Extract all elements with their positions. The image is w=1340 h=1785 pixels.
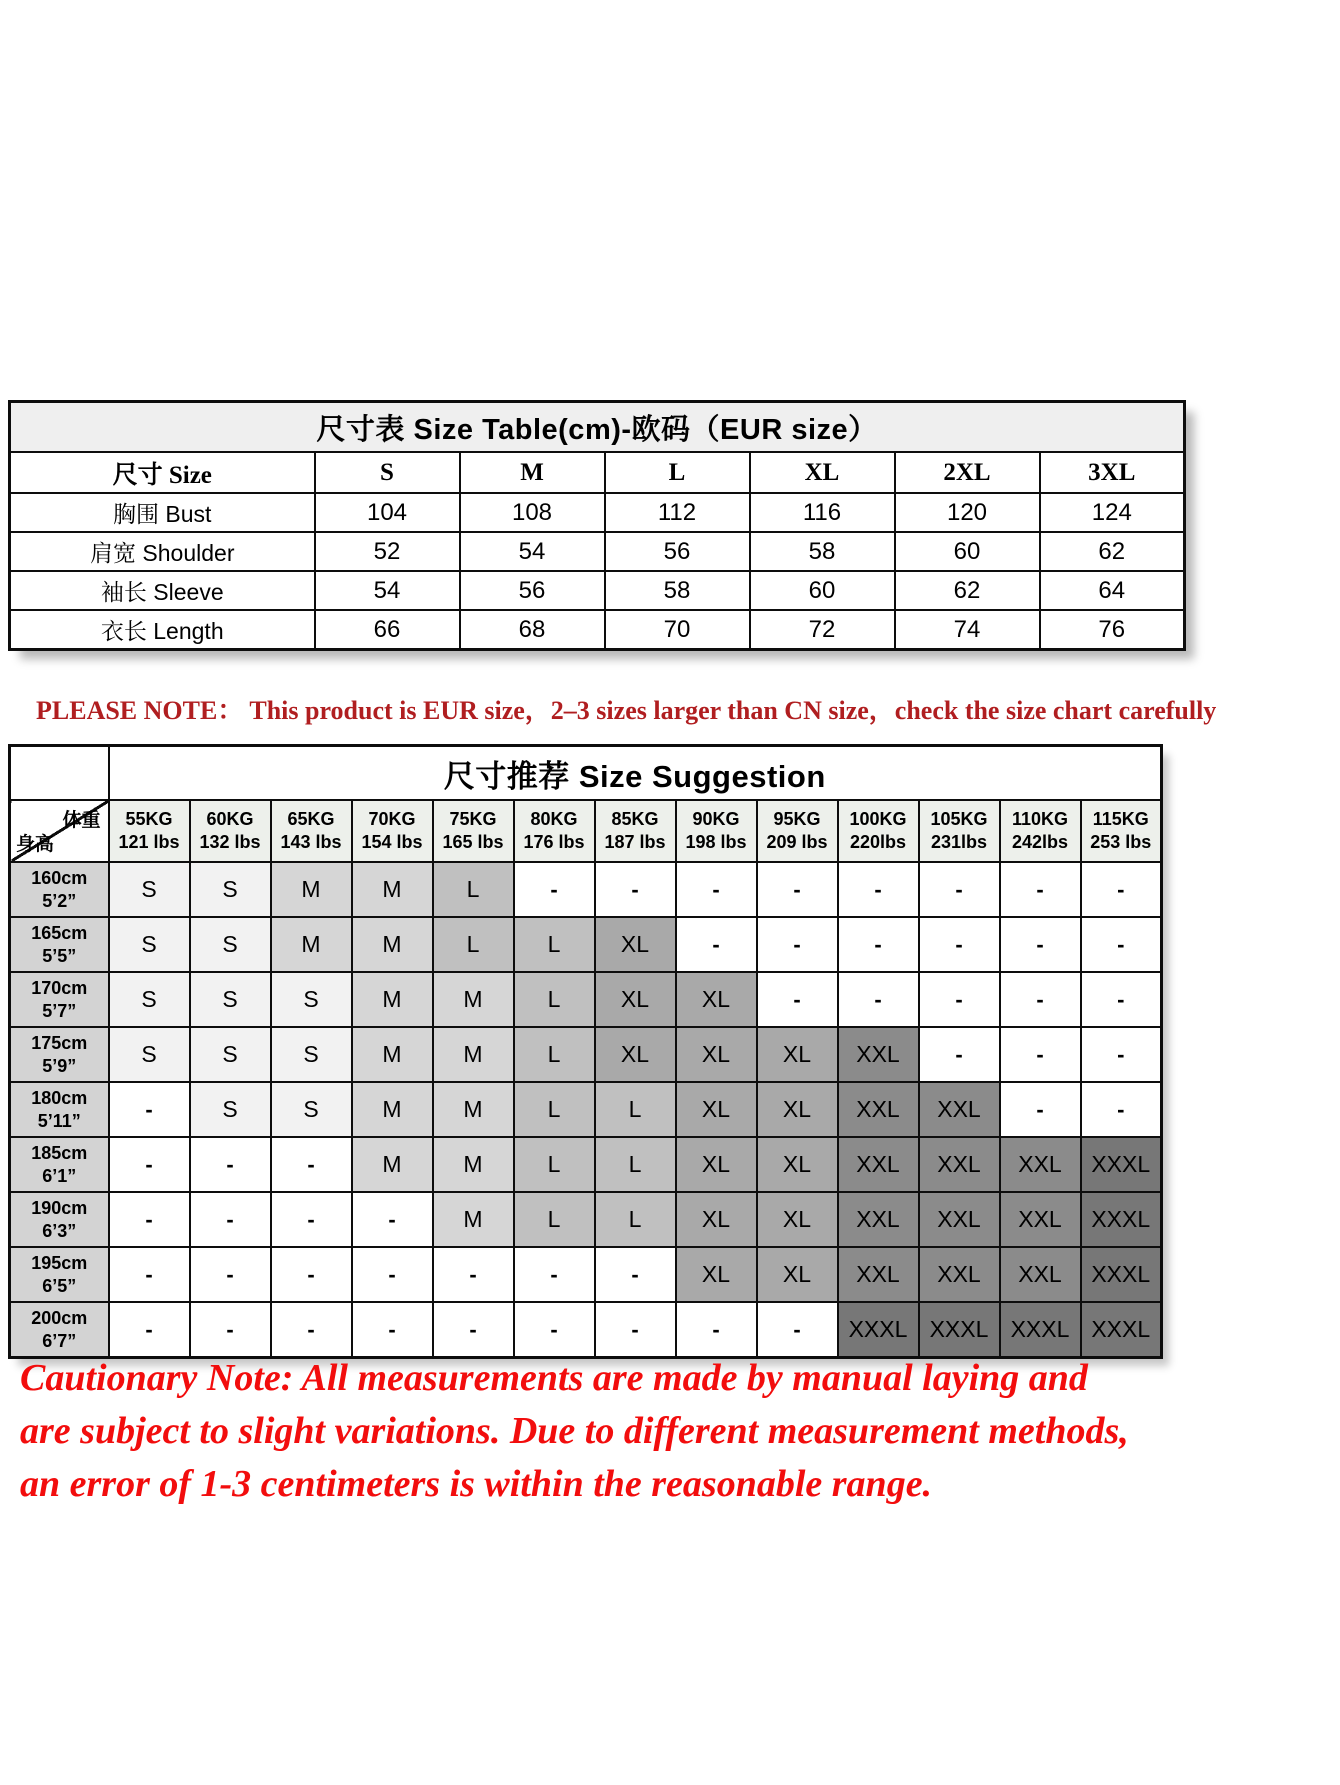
suggestion-cell: -	[271, 1137, 352, 1192]
table-row	[10, 571, 1185, 610]
suggestion-cell: M	[352, 917, 433, 972]
suggestion-cell: -	[838, 972, 919, 1027]
suggestion-cell: M	[352, 972, 433, 1027]
suggestion-cell: XXL	[919, 1247, 1000, 1302]
suggestion-cell: S	[271, 1027, 352, 1082]
size-table-body	[10, 402, 1185, 650]
suggestion-cell: -	[757, 862, 838, 917]
suggestion-cell: L	[595, 1192, 676, 1247]
suggestion-cell: S	[109, 862, 190, 917]
weight-column-header: 80KG 176 lbs	[514, 800, 595, 862]
suggestion-cell: M	[433, 1027, 514, 1082]
weight-column-header: 115KG 253 lbs	[1081, 800, 1162, 862]
suggestion-cell: XXL	[1000, 1247, 1081, 1302]
weight-column-header: 100KG 220lbs	[838, 800, 919, 862]
table-row	[10, 1192, 1162, 1247]
suggestion-cell: XL	[676, 1137, 757, 1192]
size-table-title: 尺寸表 Size Table(cm)-欧码（EUR size）	[10, 402, 1185, 453]
suggestion-cell: -	[838, 917, 919, 972]
suggestion-cell: -	[1081, 1082, 1162, 1137]
suggestion-cell: XXXL	[1081, 1192, 1162, 1247]
height-row-header: 170cm 5’7”	[10, 972, 109, 1027]
weight-column-header: 90KG 198 lbs	[676, 800, 757, 862]
suggestion-cell: XXXL	[919, 1302, 1000, 1358]
suggestion-cell: XL	[595, 972, 676, 1027]
suggestion-cell: M	[352, 862, 433, 917]
suggestion-cell: XL	[676, 1247, 757, 1302]
suggestion-cell: -	[1000, 917, 1081, 972]
suggestion-cell: -	[109, 1082, 190, 1137]
height-row-header: 165cm 5’5”	[10, 917, 109, 972]
suggestion-cell: -	[1081, 972, 1162, 1027]
suggestion-cell: S	[271, 972, 352, 1027]
table-row	[10, 1137, 1162, 1192]
suggestion-cell: XXL	[919, 1137, 1000, 1192]
height-row-header: 185cm 6’1”	[10, 1137, 109, 1192]
measurement-value: 112	[605, 493, 750, 532]
suggestion-cell: XXXL	[1081, 1137, 1162, 1192]
suggestion-cell: -	[919, 862, 1000, 917]
suggestion-cell: -	[919, 1027, 1000, 1082]
suggestion-cell: XL	[757, 1192, 838, 1247]
suggestion-cell: XL	[757, 1137, 838, 1192]
measurement-value: 56	[460, 571, 605, 610]
suggestion-cell: XXXL	[1000, 1302, 1081, 1358]
suggestion-cell: L	[433, 917, 514, 972]
suggestion-cell: -	[676, 1302, 757, 1358]
height-row-header: 180cm 5’11”	[10, 1082, 109, 1137]
corner-weight-label: 体重	[62, 810, 101, 831]
size-table	[8, 400, 1186, 651]
suggestion-cell: XXL	[838, 1192, 919, 1247]
size-suggestion-body	[10, 746, 1162, 1358]
size-suggestion-table	[8, 744, 1163, 1359]
suggestion-cell: -	[1081, 1027, 1162, 1082]
suggestion-cell: XXXL	[838, 1302, 919, 1358]
weight-column-header: 70KG 154 lbs	[352, 800, 433, 862]
suggestion-cell: M	[433, 972, 514, 1027]
suggestion-cell: L	[514, 1027, 595, 1082]
suggestion-cell: -	[514, 1247, 595, 1302]
suggestion-cell: XL	[595, 1027, 676, 1082]
suggestion-corner-blank	[10, 746, 109, 801]
suggestion-cell: S	[190, 972, 271, 1027]
suggestion-cell: L	[433, 862, 514, 917]
measurement-value: 74	[895, 610, 1040, 650]
cautionary-note-line-3: an error of 1-3 centimeters is within the reasonable range.	[20, 1463, 933, 1505]
cautionary-note	[20, 1352, 1220, 1511]
suggestion-cell: -	[757, 917, 838, 972]
suggestion-cell: -	[190, 1192, 271, 1247]
suggestion-cell: -	[1000, 972, 1081, 1027]
measurement-value: 54	[315, 571, 460, 610]
suggestion-cell: L	[514, 1137, 595, 1192]
table-row	[10, 862, 1162, 917]
suggestion-cell: M	[433, 1082, 514, 1137]
suggestion-cell: -	[433, 1302, 514, 1358]
suggestion-cell: M	[352, 1082, 433, 1137]
height-row-header: 200cm 6’7”	[10, 1302, 109, 1358]
suggestion-cell: S	[190, 1027, 271, 1082]
measurement-value: 64	[1040, 571, 1185, 610]
suggestion-cell: L	[595, 1082, 676, 1137]
table-row	[10, 917, 1162, 972]
eur-size-note: PLEASE NOTE： This product is EUR size，2–3 sizes larger than CN size，check the size chart carefully	[36, 696, 1217, 725]
suggestion-cell: XXL	[838, 1137, 919, 1192]
weight-column-header: 95KG 209 lbs	[757, 800, 838, 862]
suggestion-cell: XXXL	[1081, 1302, 1162, 1358]
suggestion-cell: L	[514, 972, 595, 1027]
suggestion-cell: -	[109, 1247, 190, 1302]
suggestion-cell: S	[109, 972, 190, 1027]
measurement-value: 116	[750, 493, 895, 532]
suggestion-cell: -	[757, 972, 838, 1027]
suggestion-cell: -	[595, 1247, 676, 1302]
suggestion-cell: XXL	[919, 1082, 1000, 1137]
weight-column-header: 60KG 132 lbs	[190, 800, 271, 862]
suggestion-cell: L	[514, 917, 595, 972]
cautionary-note-line-2: are subject to slight variations. Due to different measurement methods,	[20, 1410, 1129, 1452]
suggestion-cell: L	[595, 1137, 676, 1192]
weight-column-header: 85KG 187 lbs	[595, 800, 676, 862]
measurement-value: 56	[605, 532, 750, 571]
corner-height-label: 身高	[16, 834, 55, 855]
measurement-value: 72	[750, 610, 895, 650]
suggestion-cell: -	[838, 862, 919, 917]
size-column-header: XL	[750, 452, 895, 493]
suggestion-cell: XL	[757, 1082, 838, 1137]
suggestion-cell: -	[271, 1302, 352, 1358]
suggestion-cell: -	[676, 862, 757, 917]
suggestion-cell: S	[109, 1027, 190, 1082]
table-row	[10, 1302, 1162, 1358]
size-column-header: L	[605, 452, 750, 493]
suggestion-cell: -	[190, 1302, 271, 1358]
weight-column-header: 75KG 165 lbs	[433, 800, 514, 862]
suggestion-cell: -	[514, 862, 595, 917]
suggestion-cell: XXL	[919, 1192, 1000, 1247]
size-column-header: 3XL	[1040, 452, 1185, 493]
measurement-value: 60	[895, 532, 1040, 571]
suggestion-cell: M	[271, 862, 352, 917]
suggestion-cell: -	[1000, 1027, 1081, 1082]
suggestion-cell: XXL	[1000, 1192, 1081, 1247]
suggestion-cell: -	[595, 1302, 676, 1358]
suggestion-cell: XXL	[838, 1082, 919, 1137]
suggestion-cell: XL	[757, 1027, 838, 1082]
table-row	[10, 972, 1162, 1027]
suggestion-cell: XXL	[1000, 1137, 1081, 1192]
measurement-value: 52	[315, 532, 460, 571]
suggestion-cell: -	[595, 862, 676, 917]
table-row	[10, 532, 1185, 571]
measurement-value: 104	[315, 493, 460, 532]
suggestion-cell: -	[1000, 862, 1081, 917]
height-row-header: 195cm 6’5”	[10, 1247, 109, 1302]
measurement-value: 108	[460, 493, 605, 532]
weight-column-header: 55KG 121 lbs	[109, 800, 190, 862]
size-header-label: 尺寸 Size	[10, 452, 315, 493]
suggestion-cell: M	[433, 1192, 514, 1247]
measurement-value: 76	[1040, 610, 1185, 650]
suggestion-cell: XL	[757, 1247, 838, 1302]
measurement-value: 58	[605, 571, 750, 610]
suggestion-cell: -	[514, 1302, 595, 1358]
suggestion-cell: -	[352, 1247, 433, 1302]
suggestion-cell: XL	[676, 972, 757, 1027]
suggestion-cell: -	[1000, 1082, 1081, 1137]
suggestion-cell: S	[190, 1082, 271, 1137]
measurement-label: 肩宽 Shoulder	[10, 532, 315, 571]
suggestion-cell: -	[109, 1137, 190, 1192]
weight-column-header: 65KG 143 lbs	[271, 800, 352, 862]
suggestion-cell: S	[190, 862, 271, 917]
measurement-label: 袖长 Sleeve	[10, 571, 315, 610]
suggestion-cell: XL	[595, 917, 676, 972]
table-row	[10, 493, 1185, 532]
suggestion-cell: L	[514, 1192, 595, 1247]
measurement-value: 58	[750, 532, 895, 571]
suggestion-cell: -	[757, 1302, 838, 1358]
suggestion-cell: XL	[676, 1027, 757, 1082]
suggestion-cell: M	[271, 917, 352, 972]
size-column-header: 2XL	[895, 452, 1040, 493]
measurement-value: 124	[1040, 493, 1185, 532]
suggestion-cell: S	[190, 917, 271, 972]
suggestion-cell: S	[271, 1082, 352, 1137]
suggestion-cell: XL	[676, 1192, 757, 1247]
suggestion-cell: M	[433, 1137, 514, 1192]
weight-column-header: 110KG 242lbs	[1000, 800, 1081, 862]
suggestion-cell: -	[190, 1247, 271, 1302]
size-column-header: S	[315, 452, 460, 493]
suggestion-cell: -	[109, 1192, 190, 1247]
suggestion-cell: S	[109, 917, 190, 972]
height-row-header: 190cm 6’3”	[10, 1192, 109, 1247]
suggestion-cell: -	[676, 917, 757, 972]
suggestion-cell: M	[352, 1137, 433, 1192]
table-row	[10, 1082, 1162, 1137]
suggestion-cell: M	[352, 1027, 433, 1082]
suggestion-cell: -	[919, 972, 1000, 1027]
weight-column-header: 105KG 231lbs	[919, 800, 1000, 862]
measurement-label: 衣长 Length	[10, 610, 315, 650]
suggestion-cell: -	[109, 1302, 190, 1358]
table-row	[10, 610, 1185, 650]
weight-height-corner	[10, 800, 109, 862]
suggestion-cell: XXL	[838, 1027, 919, 1082]
suggestion-cell: -	[1081, 862, 1162, 917]
suggestion-cell: -	[919, 917, 1000, 972]
suggestion-title: 尺寸推荐 Size Suggestion	[109, 746, 1162, 801]
suggestion-cell: -	[1081, 917, 1162, 972]
suggestion-cell: -	[352, 1192, 433, 1247]
suggestion-cell: -	[433, 1247, 514, 1302]
measurement-label: 胸围 Bust	[10, 493, 315, 532]
measurement-value: 62	[895, 571, 1040, 610]
suggestion-cell: XL	[676, 1082, 757, 1137]
size-column-header: M	[460, 452, 605, 493]
suggestion-cell: L	[514, 1082, 595, 1137]
measurement-value: 54	[460, 532, 605, 571]
measurement-value: 120	[895, 493, 1040, 532]
cautionary-note-line-1: Cautionary Note: All measurements are made by manual laying and	[20, 1357, 1088, 1399]
height-row-header: 160cm 5’2”	[10, 862, 109, 917]
suggestion-cell: -	[271, 1192, 352, 1247]
suggestion-cell: -	[271, 1247, 352, 1302]
measurement-value: 62	[1040, 532, 1185, 571]
measurement-value: 68	[460, 610, 605, 650]
table-row	[10, 1027, 1162, 1082]
suggestion-cell: -	[352, 1302, 433, 1358]
measurement-value: 70	[605, 610, 750, 650]
height-row-header: 175cm 5’9”	[10, 1027, 109, 1082]
table-row	[10, 1247, 1162, 1302]
measurement-value: 60	[750, 571, 895, 610]
suggestion-cell: XXXL	[1081, 1247, 1162, 1302]
measurement-value: 66	[315, 610, 460, 650]
suggestion-cell: -	[190, 1137, 271, 1192]
suggestion-cell: XXL	[838, 1247, 919, 1302]
